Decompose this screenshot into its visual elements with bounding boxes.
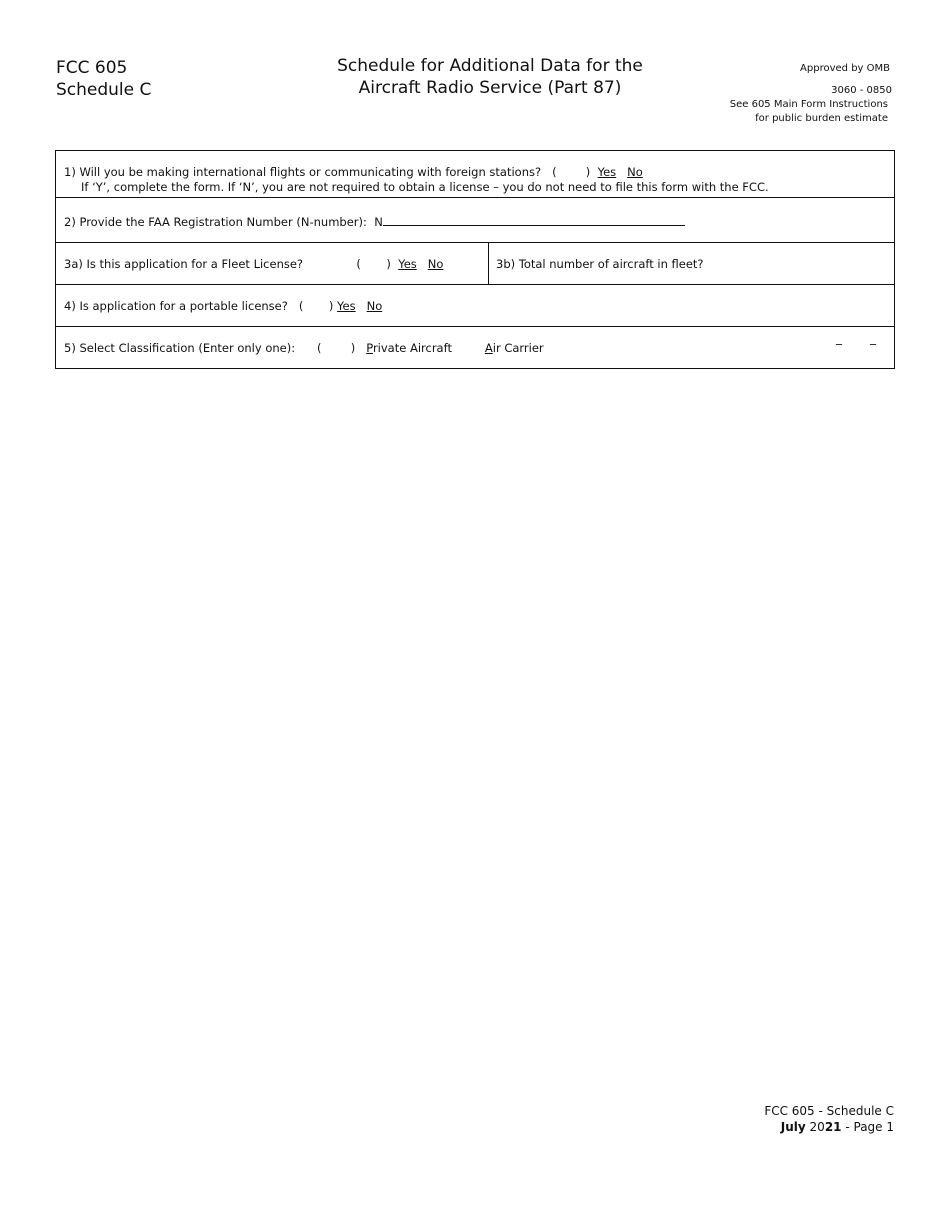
question-2-row — [56, 197, 894, 242]
footer-month: July — [780, 1120, 806, 1134]
question-4-row — [56, 284, 894, 326]
form-number: FCC 605 — [56, 58, 128, 78]
question-1-row — [56, 151, 894, 197]
omb-see-instructions: See 605 Main Form Instructions — [729, 99, 888, 110]
question-3b-text: 3b) Total number of aircraft in fleet? — [496, 257, 704, 271]
question-5-answer-field[interactable]: ( ) — [317, 341, 356, 355]
form-table — [55, 150, 895, 369]
question-1-no: No — [627, 165, 643, 179]
option-air-carrier: Air Carrier — [484, 341, 544, 355]
schedule-label: Schedule C — [56, 80, 152, 100]
question-4-text: 4) Is application for a portable license? — [64, 299, 288, 313]
question-3a-answer-field[interactable]: ( ) — [356, 257, 391, 271]
omb-number: 3060 - 0850 — [831, 85, 892, 96]
question-3a-text: 3a) Is this application for a Fleet License? — [64, 257, 304, 271]
footer-date-page — [764, 1119, 894, 1135]
question-1-yes: Yes — [597, 165, 617, 179]
option-private-aircraft: Private Aircraft — [366, 341, 452, 355]
question-1-answer-field[interactable]: ( ) — [552, 165, 591, 179]
question-3-row — [56, 242, 894, 284]
page-footer — [764, 1103, 894, 1135]
question-3a-yes: Yes — [398, 257, 417, 271]
footer-form-label: FCC 605 - Schedule C — [764, 1104, 894, 1118]
omb-approved-label: Approved by OMB — [800, 63, 890, 74]
question-1-text: 1) Will you be making international flights or communicating with foreign stations? — [64, 165, 542, 179]
question-4-answer-field[interactable]: ( ) — [298, 299, 334, 313]
dash-mark: _ — [870, 331, 876, 345]
question-5-row — [56, 326, 894, 368]
omb-burden-note: for public burden estimate — [755, 113, 888, 124]
form-identifier — [56, 57, 151, 101]
footer-year-end: 21 — [824, 1120, 842, 1134]
footer-year-start: 20 — [809, 1120, 825, 1134]
n-number-field[interactable] — [383, 213, 685, 226]
question-5-text: 5) Select Classification (Enter only one): — [64, 341, 296, 355]
question-4-no: No — [366, 299, 383, 313]
question-2-text: 2) Provide the FAA Registration Number (N-number): — [64, 215, 367, 229]
question-1-note: If ‘Y’, complete the form. If ‘N’, you are not required to obtain a license – you do not need to file this form with the FCC. — [81, 180, 769, 194]
question-3a-cell — [56, 243, 489, 284]
question-4-yes: Yes — [337, 299, 356, 313]
dash-mark: _ — [836, 331, 842, 345]
form-title — [300, 55, 680, 99]
omb-approval — [730, 62, 890, 126]
question-3a-no: No — [427, 257, 444, 271]
title-line-1: Schedule for Additional Data for the — [337, 56, 643, 76]
footer-page: - Page 1 — [841, 1120, 894, 1134]
title-line-2: Aircraft Radio Service (Part 87) — [358, 78, 622, 98]
n-number-prefix: N — [374, 215, 383, 229]
question-3b-cell[interactable] — [489, 243, 704, 284]
